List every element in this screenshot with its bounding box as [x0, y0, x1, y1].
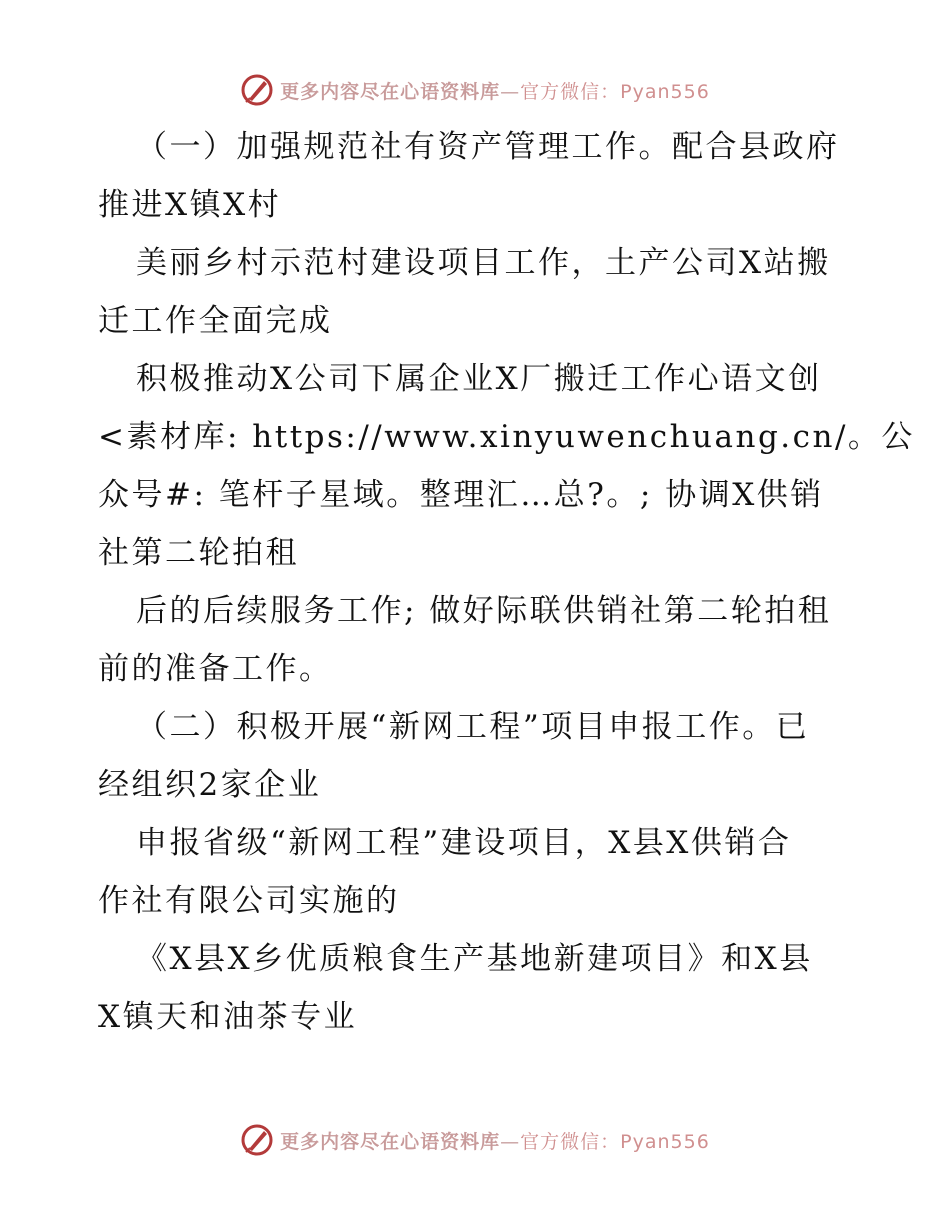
text-line: 众号#: 笔杆子星域。整理汇…总?。; 协调X供销	[98, 477, 824, 513]
text-line: 《X县X乡优质粮食生产基地新建项目》和X县	[136, 941, 813, 977]
paragraph-1	[98, 118, 858, 234]
text-line: 社第二轮拍租	[98, 535, 299, 571]
text-line: 经组织2家企业	[98, 767, 322, 803]
text-line: 迁工作全面完成	[98, 303, 333, 339]
text-line: 前的准备工作。	[98, 651, 333, 687]
paragraph-3	[98, 350, 915, 582]
quill-logo-icon	[240, 1123, 274, 1157]
watermark-separator: —	[500, 1130, 521, 1153]
footer-watermark	[0, 1120, 950, 1160]
paragraph-7	[98, 930, 858, 1046]
text-line: （二）积极开展“新网工程”项目申报工作。已	[136, 709, 810, 745]
text-line: X镇天和油茶专业	[98, 999, 358, 1035]
text-line: 美丽乡村示范村建设项目工作，土产公司X站搬	[136, 245, 831, 281]
quill-logo-icon	[240, 73, 274, 107]
document-body	[98, 118, 915, 1046]
watermark-wechat-id: 官方微信：Pyan556	[520, 1130, 710, 1153]
paragraph-2	[98, 234, 858, 350]
watermark-wechat-id: 官方微信：Pyan556	[520, 80, 710, 103]
watermark-main-text: 更多内容尽在心语资料库	[280, 1130, 501, 1153]
watermark-separator: —	[500, 80, 521, 103]
text-line: <素材库: https://www.xinyuwenchuang.cn/。公	[98, 419, 915, 455]
paragraph-6	[98, 814, 858, 930]
text-line: 积极推动X公司下属企业X厂搬迁工作心语文创	[136, 361, 822, 397]
paragraph-5	[98, 698, 858, 814]
text-line: 后的后续服务工作; 做好际联供销社第二轮拍租	[136, 593, 832, 629]
watermark-main-text: 更多内容尽在心语资料库	[280, 80, 501, 103]
text-line: （一）加强规范社有资产管理工作。配合县政府	[136, 129, 840, 165]
text-line: 作社有限公司实施的	[98, 883, 400, 919]
text-line: 推进X镇X村	[98, 187, 282, 223]
text-line: 申报省级“新网工程”建设项目，X县X供销合	[136, 825, 792, 861]
paragraph-4	[98, 582, 858, 698]
header-watermark	[0, 70, 950, 110]
